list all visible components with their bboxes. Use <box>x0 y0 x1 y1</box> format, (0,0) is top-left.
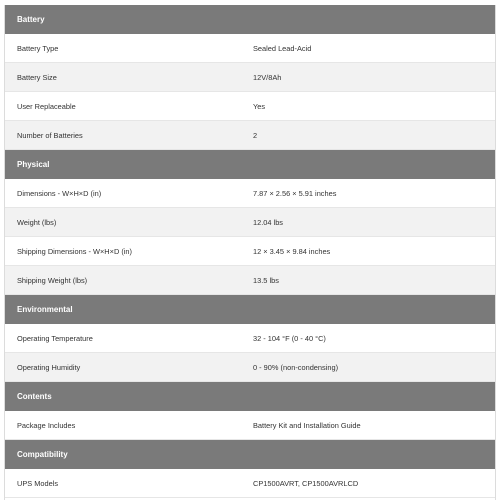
row-label: Package Includes <box>17 420 76 430</box>
section-title: Compatibility <box>17 450 68 459</box>
section-title: Contents <box>17 392 52 401</box>
table-row <box>5 469 495 498</box>
table-row <box>5 411 495 440</box>
row-label: Dimensions - W×H×D (in) <box>17 188 102 198</box>
table-row <box>5 324 495 353</box>
row-value: 12.04 lbs <box>253 217 283 227</box>
table-row <box>5 63 495 92</box>
table-row <box>5 34 495 63</box>
section-header-battery <box>5 5 495 34</box>
table-row <box>5 179 495 208</box>
table-row <box>5 121 495 150</box>
row-label: User Replaceable <box>17 101 76 111</box>
row-value: Yes <box>253 101 266 111</box>
row-label: Shipping Weight (lbs) <box>17 275 88 285</box>
section-header-contents <box>5 382 495 411</box>
section-header-environmental <box>5 295 495 324</box>
table-row <box>5 92 495 121</box>
table-row <box>5 353 495 382</box>
table-row <box>5 237 495 266</box>
row-value: 12 × 3.45 × 9.84 inches <box>253 246 331 256</box>
row-label: Operating Temperature <box>17 333 93 343</box>
section-title: Battery <box>17 15 45 24</box>
section-title: Physical <box>17 160 50 169</box>
row-label: Battery Size <box>17 72 57 82</box>
section-header-compatibility <box>5 440 495 469</box>
row-label: Weight (lbs) <box>17 217 57 227</box>
row-value: CP1500AVRT, CP1500AVRLCD <box>253 478 359 488</box>
row-value: Battery Kit and Installation Guide <box>253 420 361 430</box>
row-value: 32 - 104 °F (0 - 40 °C) <box>253 333 326 343</box>
row-value: 7.87 × 2.56 × 5.91 inches <box>253 188 337 198</box>
spec-table <box>4 5 496 500</box>
row-label: Battery Type <box>17 43 59 53</box>
row-label: UPS Models <box>17 478 59 488</box>
row-value: 2 <box>253 130 258 140</box>
section-header-physical <box>5 150 495 179</box>
section-title: Environmental <box>17 305 73 314</box>
row-label: Number of Batteries <box>17 130 83 140</box>
row-value: 0 - 90% (non-condensing) <box>253 362 339 372</box>
table-row <box>5 208 495 237</box>
row-label: Operating Humidity <box>17 362 81 372</box>
row-value: Sealed Lead-Acid <box>253 43 312 53</box>
table-row <box>5 266 495 295</box>
row-value: 12V/8Ah <box>253 72 282 82</box>
row-label: Shipping Dimensions - W×H×D (in) <box>17 246 133 256</box>
row-value: 13.5 lbs <box>253 275 279 285</box>
